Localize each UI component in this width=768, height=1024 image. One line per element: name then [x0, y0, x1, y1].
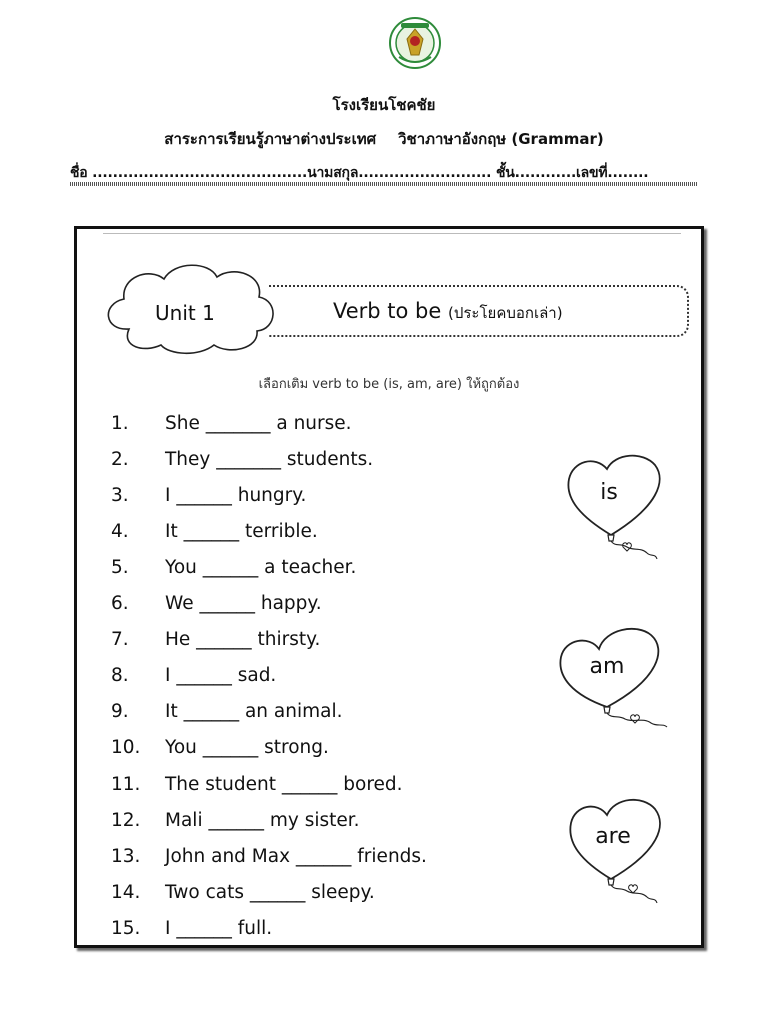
- subject-line: [0, 127, 768, 151]
- question-item: [111, 449, 373, 479]
- question-text: The student ______ bored.: [165, 774, 403, 795]
- balloon-label-are: are: [595, 824, 631, 849]
- question-number: 11.: [111, 774, 141, 795]
- subject-name: วิชาภาษาอังกฤษ (Grammar): [398, 130, 604, 148]
- question-item: [111, 882, 375, 912]
- school-logo: [389, 17, 441, 69]
- question-item: [111, 665, 276, 695]
- heart-balloon-are: [563, 793, 675, 909]
- question-item: [111, 413, 352, 443]
- question-item: [111, 774, 403, 804]
- question-number: 12.: [111, 810, 141, 831]
- balloon-label-am: am: [589, 654, 625, 679]
- question-number: 3.: [111, 485, 129, 506]
- question-text: I ______ full.: [165, 918, 273, 939]
- question-item: [111, 810, 360, 840]
- question-item: [111, 521, 318, 551]
- unit-label: Unit 1: [155, 301, 215, 325]
- question-item: [111, 701, 343, 731]
- question-item: [111, 485, 306, 515]
- heart-balloon-am: [555, 621, 675, 737]
- question-item: [111, 918, 272, 948]
- question-text: You ______ strong.: [165, 737, 329, 758]
- subject-group: สาระการเรียนรู้ภาษาต่างประเทศ: [164, 130, 377, 148]
- question-number: 10.: [111, 737, 141, 758]
- question-text: It ______ terrible.: [165, 521, 318, 542]
- question-number: 9.: [111, 701, 129, 722]
- question-number: 2.: [111, 449, 129, 470]
- question-text: She _______ a nurse.: [165, 413, 352, 434]
- question-number: 6.: [111, 593, 129, 614]
- title-thai: (ประโยคบอกเล่า): [448, 304, 563, 322]
- question-number: 7.: [111, 629, 129, 650]
- question-number: 13.: [111, 846, 141, 867]
- question-number: 4.: [111, 521, 129, 542]
- question-text: He ______ thirsty.: [165, 629, 321, 650]
- worksheet-frame: [74, 226, 704, 948]
- title-english: Verb to be: [333, 299, 442, 323]
- balloon-label-is: is: [600, 480, 618, 505]
- header-divider: [70, 182, 698, 186]
- question-item: [111, 593, 322, 623]
- student-info-line: ชื่อ ..........................................นามสกุล.......................... ชั้น............เลขที่........: [70, 165, 649, 181]
- question-item: [111, 846, 427, 876]
- question-text: You ______ a teacher.: [165, 557, 357, 578]
- question-text: I ______ hungry.: [165, 485, 307, 506]
- top-rule: [103, 233, 681, 234]
- instruction-text: เลือกเติม verb to be (is, am, are) ให้ถูกต้อง: [258, 377, 520, 392]
- question-number: 14.: [111, 882, 141, 903]
- question-item: [111, 557, 356, 587]
- question-number: 1.: [111, 413, 129, 434]
- question-text: Two cats ______ sleepy.: [165, 882, 375, 903]
- question-text: I ______ sad.: [165, 665, 277, 686]
- school-name: โรงเรียนโชคชัย: [332, 96, 436, 114]
- question-number: 8.: [111, 665, 129, 686]
- question-text: It ______ an animal.: [165, 701, 343, 722]
- question-text: Mali ______ my sister.: [165, 810, 360, 831]
- question-text: We ______ happy.: [165, 593, 322, 614]
- question-item: [111, 737, 329, 767]
- question-number: 5.: [111, 557, 129, 578]
- question-item: [111, 629, 320, 659]
- worksheet-title: [333, 299, 563, 325]
- heart-balloon-is: [561, 451, 673, 567]
- question-text: They _______ students.: [165, 449, 374, 470]
- question-text: John and Max ______ friends.: [165, 846, 427, 867]
- question-number: 15.: [111, 918, 141, 939]
